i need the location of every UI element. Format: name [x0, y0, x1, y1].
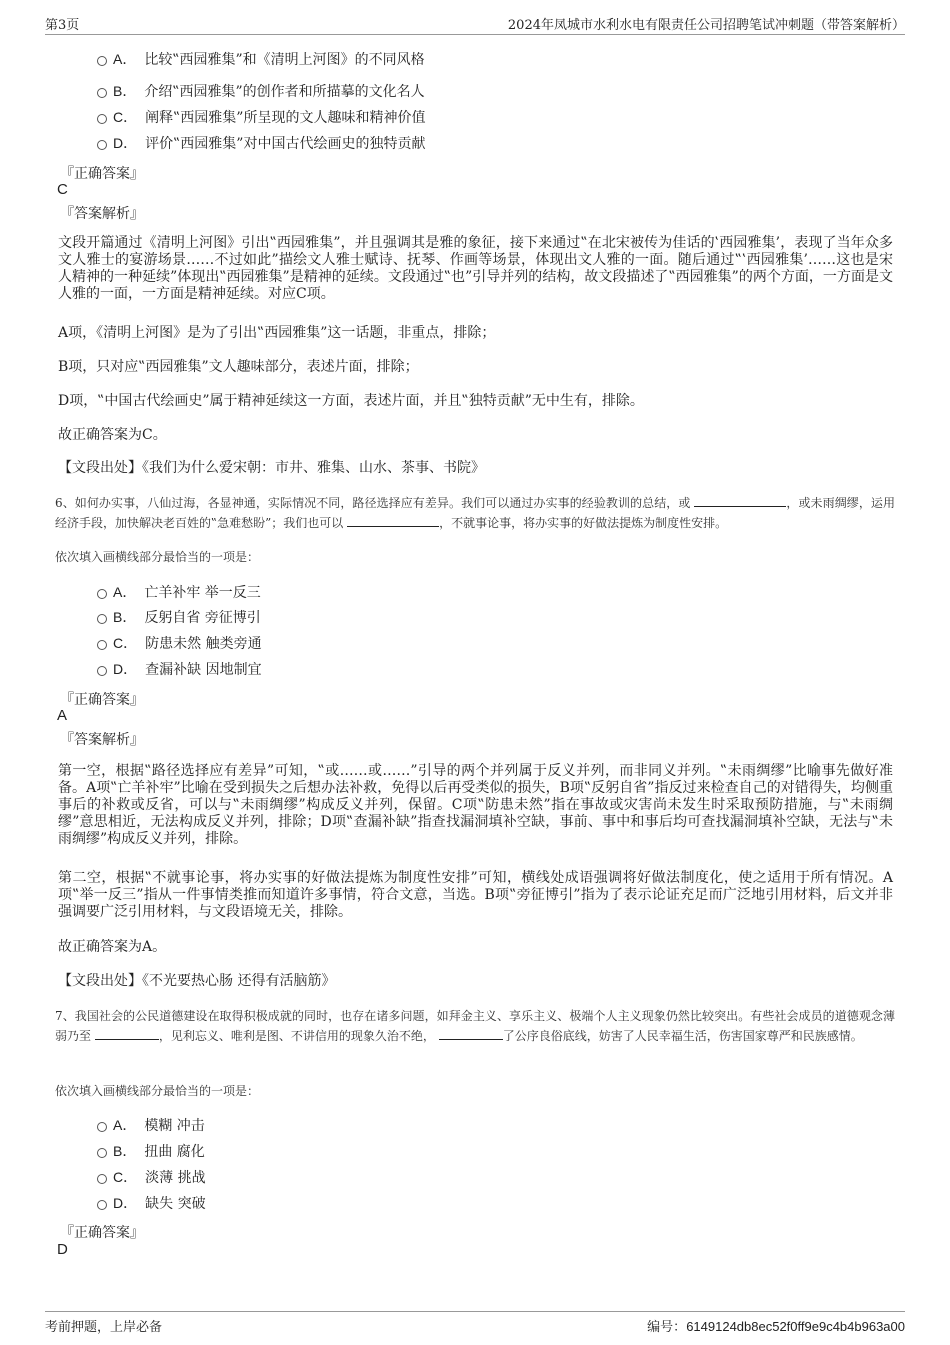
q7-answer: D — [57, 1241, 68, 1258]
q6-option-d[interactable]: D． 查漏补缺 因地制宜 — [97, 658, 262, 680]
blank-line — [95, 1027, 159, 1040]
q5-answer: C — [57, 181, 68, 198]
q6-answer-label: 『正确答案』 — [60, 692, 144, 708]
q6-source: 【文段出处】《不光要热心肠 还得有活脑筋》 — [58, 973, 336, 989]
q5-option-c[interactable]: C． 阐释‟西园雅集”所呈现的文人趣味和精神价值 — [97, 106, 425, 128]
q6-conclusion: 故正确答案为A。 — [58, 939, 167, 955]
q7-stem: 7、我国社会的公民道德建设在取得积极成就的同时，也存在诸多问题，如拜金主义、享乐主义、极端个人主义现象仍然比较突出。有些社会成员的道德观念薄弱乃至 ，见利忘义、唯利是图、不讲信用的现象久治不绝， 了公序良俗底线，妨害了人民幸福生活，伤害国家尊严和民族感情。 — [55, 1009, 895, 1043]
radio-icon[interactable] — [97, 1122, 107, 1132]
footer-slogan: 考前押题，上岸必备 — [45, 1320, 163, 1335]
q6-analysis-first: 第一空，根据‟路径选择应有差异”可知，‟或……或……”引导的两个并列属于反义并列，而非同义并列。‟未雨绸缪”比喻事先做好准备。A项‟亡羊补牢”比喻在受到损失之后想办法补救，免得以后再受类似的损失，B项‟反躬自省”指反过来检查自己的对错得失，均侧重事后的补救或反省，可以与‟未雨绸缪”构成反义并列，保留。C项‟防患未然”指在事故或灾害尚未发生时采取预防措施，与‟未雨绸缪”意思相近，无法构成反义并列，排除；D项‟查漏补缺”指查找漏洞填补空缺，事前、事中和事后均可查找漏洞填补空缺，无法与‟未雨绸缪”构成反义并列，排除。 — [58, 763, 893, 847]
q5-analysis-main: 文段开篇通过《清明上河图》引出‟西园雅集”，并且强调其是雅的象征，接下来通过‟在北宋被传为佳话的‛西园雅集’，表现了当年众多文人雅士的宴游场景……不过如此”描绘文人雅士赋诗、抚琴、作画等场景，体现出文人雅的一面。随后通过‟‛西园雅集’……这也是宋人精神的一种延续”体现出‟西园雅集”是精神的延续。文段通过‟也”引导并列的结构，故文段描述了‟西园雅集”的两个方面，一方面是文人雅的一面，一方面是精神延续。对应C项。 — [58, 235, 893, 302]
q6-analysis-label: 『答案解析』 — [60, 732, 144, 748]
radio-icon[interactable] — [97, 640, 107, 650]
q6-option-c[interactable]: C． 防患未然 触类旁通 — [97, 632, 262, 654]
q5-conclusion: 故正确答案为C。 — [58, 427, 167, 443]
page-footer — [45, 1311, 905, 1337]
radio-icon[interactable] — [97, 589, 107, 599]
radio-icon[interactable] — [97, 1200, 107, 1210]
radio-icon[interactable] — [97, 88, 107, 98]
q5-option-b[interactable]: B． 介绍‟西园雅集”的创作者和所描摹的文化名人 — [97, 80, 425, 102]
q5-option-d[interactable]: D． 评价‟西园雅集”对中国古代绘画史的独特贡献 — [97, 132, 425, 154]
q5-source: 【文段出处】《我们为什么爱宋朝：市井、雅集、山水、茶事、书院》 — [58, 460, 485, 476]
q6-option-a[interactable]: A． 亡羊补牢 举一反三 — [97, 581, 261, 603]
blank-line — [347, 514, 439, 527]
q6-answer: A — [57, 707, 68, 724]
radio-icon[interactable] — [97, 1148, 107, 1158]
q5-option-a[interactable]: A． 比较‟西园雅集”和《清明上河图》的不同风格 — [97, 48, 425, 70]
q5-analysis-a: A项，《清明上河图》是为了引出‟西园雅集”这一话题，非重点，排除； — [58, 325, 496, 341]
radio-icon[interactable] — [97, 1174, 107, 1184]
q7-option-d[interactable]: D． 缺失 突破 — [97, 1192, 206, 1214]
q5-analysis-label: 『答案解析』 — [60, 206, 144, 222]
radio-icon[interactable] — [97, 140, 107, 150]
radio-icon[interactable] — [97, 114, 107, 124]
page-header — [45, 14, 905, 35]
radio-icon[interactable] — [97, 56, 107, 66]
q5-answer-label: 『正确答案』 — [60, 166, 144, 182]
q6-stem: 6、如何办实事，八仙过海，各显神通，实际情况不同，路径选择应有差异。我们可以通过办实事的经验教训的总结，或 ，或未雨绸缪，运用经济手段，加快解决老百姓的‟急难愁盼”；我们也可以 ，不就事论事，将办实事的好做法提炼为制度性安排。 — [55, 496, 895, 530]
q7-option-b[interactable]: B． 扭曲 腐化 — [97, 1140, 205, 1162]
q5-analysis-d: D项，‟中国古代绘画史”属于精神延续这一方面，表述片面，并且‟独特贡献”无中生有，排除。 — [58, 393, 644, 409]
blank-line — [694, 494, 786, 507]
q5-analysis-b: B项，只对应‟西园雅集”文人趣味部分，表述片面，排除； — [58, 359, 419, 375]
q6-option-b[interactable]: B． 反躬自省 旁征博引 — [97, 606, 261, 628]
q7-answer-label: 『正确答案』 — [60, 1225, 144, 1241]
radio-icon[interactable] — [97, 666, 107, 676]
document-title: 2024年凤城市水利水电有限责任公司招聘笔试冲刺题（带答案解析） — [507, 18, 905, 33]
radio-icon[interactable] — [97, 614, 107, 624]
page-number: 第3页 — [45, 18, 80, 33]
q7-option-a[interactable]: A． 模糊 冲击 — [97, 1114, 205, 1136]
blank-line — [439, 1027, 503, 1040]
q6-analysis-second: 第二空，根据‟不就事论事，将办实事的好做法提炼为制度性安排”可知，横线处成语强调将好做法制度化，使之适用于所有情况。A项‟举一反三”指从一件事情类推而知道许多事情，符合文意，当选。B项‟旁征博引”指为了表示论证充足而广泛地引用材料，后文并非强调要广泛引用材料，与文段语境无关，排除。 — [58, 870, 893, 920]
q7-option-c[interactable]: C． 淡薄 挑战 — [97, 1166, 206, 1188]
footer-code: 编号：6149124db8ec52f0ff9e9c4b4b963a00 — [647, 1319, 905, 1335]
q7-hint: 依次填入画横线部分最恰当的一项是： — [55, 1084, 260, 1098]
q6-hint: 依次填入画横线部分最恰当的一项是： — [55, 550, 260, 564]
